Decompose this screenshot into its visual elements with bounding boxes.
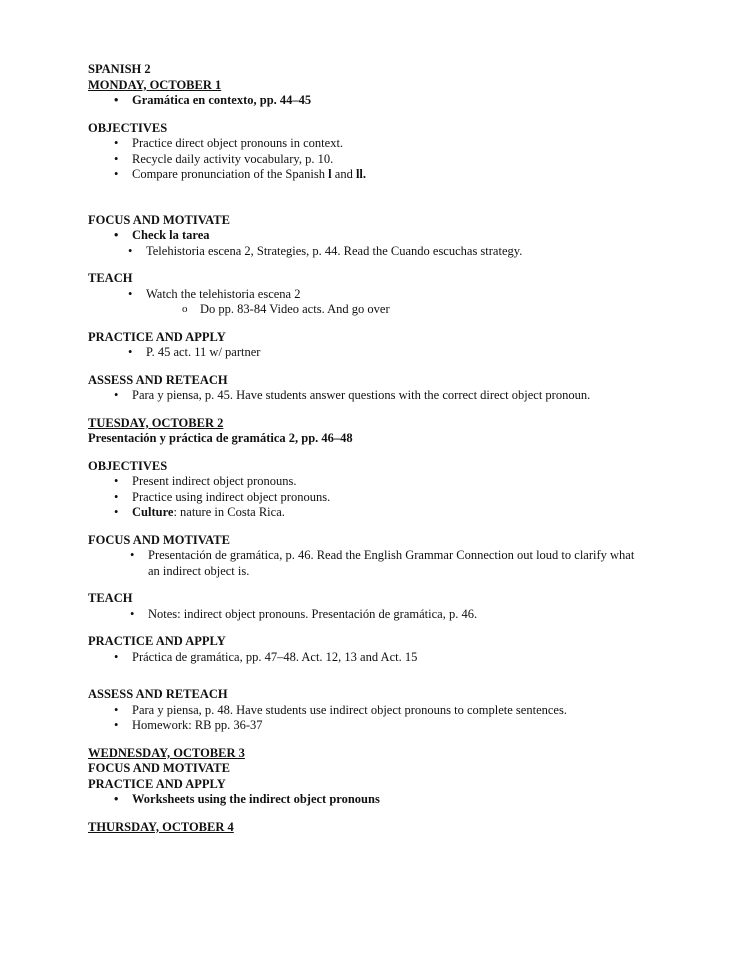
day2-practice-heading: PRACTICE AND APPLY — [88, 634, 226, 648]
day2-focus-heading: FOCUS AND MOTIVATE — [88, 532, 230, 547]
culture-text: : nature in Costa Rica. — [173, 505, 285, 519]
day1-topic-list — [88, 93, 728, 109]
obj3-and: and — [331, 167, 356, 181]
obj3-l: l — [328, 167, 332, 181]
day2-objective-3 — [88, 505, 728, 521]
day1-date: MONDAY, OCTOBER 1 — [88, 77, 222, 92]
day1-teach-list — [88, 287, 728, 318]
day2-focus-1: • Presentación de gramática, p. 46. Read the English Grammar Connection out loud to clarify what an indirect object is. — [88, 548, 728, 579]
day2-assess-list — [88, 703, 728, 734]
day3-practice-heading: PRACTICE AND APPLY — [88, 776, 226, 791]
obj3-text: Compare pronunciation of the Spanish — [132, 167, 329, 181]
day4-date: THURSDAY, OCTOBER 4 — [88, 819, 234, 834]
day1-objective-1: • Practice direct object pronouns in context. — [88, 136, 728, 152]
day1-practice-1: • P. 45 act. 11 w/ partner — [88, 345, 728, 361]
course-title: SPANISH 2 — [88, 62, 151, 76]
day1-objective-3 — [88, 167, 728, 183]
day2-focus-list — [88, 548, 728, 579]
day2-assess-heading: ASSESS AND RETEACH — [88, 687, 228, 701]
lesson-plan-page — [88, 62, 728, 835]
day2-topic: Presentación y práctica de gramática 2, pp. 46–48 — [88, 431, 353, 445]
day3-practice-1: • Worksheets using the indirect object pronouns — [88, 792, 728, 808]
day1-focus-list — [88, 228, 728, 259]
day2-objectives-list — [88, 474, 728, 521]
culture-label: Culture — [132, 505, 174, 519]
day2-assess-1: • Para y piensa, p. 48. Have students use indirect object pronouns to complete sentences. — [88, 703, 728, 719]
day1-assess-heading: ASSESS AND RETEACH — [88, 372, 228, 387]
day1-assess-1: • Para y piensa, p. 45. Have students answer questions with the correct direct object pronoun. — [88, 388, 728, 404]
day2-teach-list — [88, 607, 728, 623]
day1-objectives-heading: OBJECTIVES — [88, 120, 168, 135]
day2-practice-1: • Práctica de gramática, pp. 47–48. Act. 12, 13 and Act. 15 — [88, 650, 728, 666]
day2-objective-1: • Present indirect object pronouns. — [88, 474, 728, 490]
day3-date: WEDNESDAY, OCTOBER 3 — [88, 745, 245, 760]
day2-objectives-heading: OBJECTIVES — [88, 458, 168, 473]
day1-teach-1: • Watch the telehistoria escena 2 — [88, 287, 728, 303]
day2-objective-2: • Practice using indirect object pronouns. — [88, 490, 728, 506]
day1-focus-1: • Check la tarea — [88, 228, 728, 244]
day1-focus-2: • Telehistoria escena 2, Strategies, p. 44. Read the Cuando escuchas strategy. — [88, 244, 728, 260]
day1-assess-list — [88, 388, 728, 404]
day1-teach-heading: TEACH — [88, 271, 133, 285]
day1-teach-sub: o Do pp. 83-84 Video acts. And go over — [88, 302, 728, 318]
day2-assess-2: • Homework: RB pp. 36-37 — [88, 718, 728, 734]
day2-date: TUESDAY, OCTOBER 2 — [88, 415, 224, 430]
day1-focus-heading: FOCUS AND MOTIVATE — [88, 212, 230, 227]
day3-focus-heading: FOCUS AND MOTIVATE — [88, 761, 230, 775]
day2-practice-list — [88, 650, 728, 666]
day1-practice-list — [88, 345, 728, 361]
day1-topic: • Gramática en contexto, pp. 44–45 — [88, 93, 728, 109]
obj3-ll: ll. — [355, 167, 367, 181]
day2-teach-heading: TEACH — [88, 591, 133, 605]
day2-teach-1: • Notes: indirect object pronouns. Presentación de gramática, p. 46. — [88, 607, 728, 623]
day1-objective-2: • Recycle daily activity vocabulary, p. 10. — [88, 152, 728, 168]
day1-objectives-list — [88, 136, 728, 183]
day1-practice-heading: PRACTICE AND APPLY — [88, 329, 226, 344]
day3-practice-list — [88, 792, 728, 808]
